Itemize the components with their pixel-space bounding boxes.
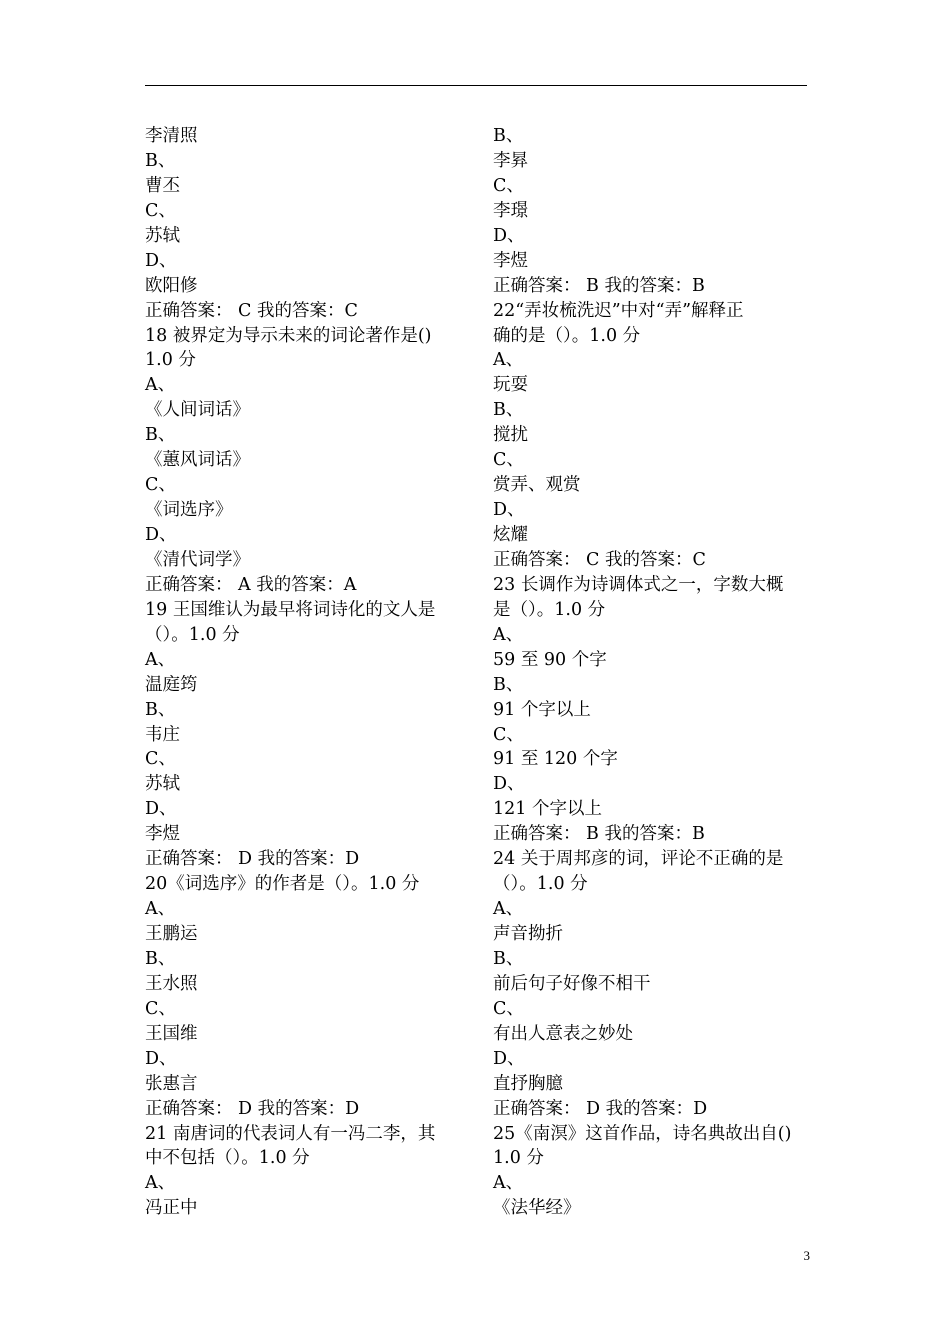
- text-line: D、: [145, 1048, 177, 1069]
- text-line: 《人间词话》: [145, 400, 250, 421]
- text-line: D、: [145, 799, 177, 820]
- text-line: C、: [493, 450, 524, 471]
- text-line: A、: [145, 1173, 176, 1194]
- text-line: C、: [493, 998, 524, 1019]
- text-line: B、: [493, 674, 524, 695]
- text-line: 23 长调作为诗调体式之一，字数大概: [493, 574, 784, 595]
- text-line: 1.0 分: [493, 1148, 544, 1169]
- text-line: 24 关于周邦彦的词，评论不正确的是: [493, 849, 784, 870]
- text-line: C、: [493, 724, 524, 745]
- text-line: B、: [145, 699, 176, 720]
- text-line: 赏弄、观赏: [493, 475, 581, 496]
- text-line: 正确答案： D 我的答案：D: [145, 849, 360, 870]
- text-line: 59 至 90 个字: [493, 649, 607, 670]
- left-column: [145, 124, 465, 1221]
- text-line: 张惠言: [145, 1073, 198, 1094]
- text-line: 正确答案： C 我的答案：C: [145, 300, 358, 321]
- text-line: 炫耀: [493, 525, 528, 545]
- text-line: 正确答案： D 我的答案：D: [145, 1098, 360, 1119]
- text-line: 20《词选序》的作者是（）。1.0 分: [145, 874, 420, 895]
- text-line: 温庭筠: [145, 674, 198, 695]
- text-line: A、: [145, 375, 176, 396]
- text-line: B、: [145, 150, 176, 171]
- text-line: B、: [493, 400, 524, 421]
- text-line: 22“弄妆梳洗迟”中对“弄”解释正: [493, 300, 744, 321]
- text-line: 《词选序》: [145, 500, 233, 521]
- text-line: 121 个字以上: [493, 799, 602, 820]
- text-line: 李煜: [493, 250, 528, 271]
- text-line: D、: [145, 525, 177, 545]
- text-line: （）。1.0 分: [493, 874, 588, 895]
- text-line: 正确答案： A 我的答案：A: [145, 574, 357, 595]
- text-line: C、: [145, 749, 176, 770]
- text-line: 韦庄: [145, 724, 180, 745]
- text-line: B、: [493, 126, 524, 146]
- text-line: 正确答案： C 我的答案：C: [493, 549, 706, 570]
- text-line: C、: [145, 200, 176, 221]
- text-line: 王国维: [145, 1023, 198, 1044]
- text-line: 91 至 120 个字: [493, 749, 618, 770]
- text-line: 前后句子好像不相干: [493, 973, 651, 994]
- text-line: 21 南唐词的代表词人有一冯二李，其: [145, 1123, 436, 1144]
- text-line: A、: [493, 1173, 524, 1194]
- text-line: 18 被界定为导示未来的词论著作是(): [145, 325, 432, 346]
- text-line: 中不包括（）。1.0 分: [145, 1148, 310, 1169]
- text-line: C、: [145, 475, 176, 496]
- text-line: 冯正中: [145, 1198, 198, 1219]
- header-rule: [145, 85, 807, 86]
- text-line: C、: [493, 175, 524, 196]
- text-line: B、: [145, 425, 176, 446]
- text-line: 玩耍: [493, 375, 528, 396]
- text-line: D、: [493, 1048, 525, 1069]
- text-line: B、: [145, 948, 176, 969]
- text-line: 《蕙风词话》: [145, 450, 250, 471]
- right-column: [493, 124, 808, 1221]
- text-line: 曹丕: [145, 175, 180, 196]
- text-line: A、: [493, 350, 524, 371]
- text-line: D、: [493, 774, 525, 795]
- text-line: A、: [493, 624, 524, 645]
- text-line: 欧阳修: [145, 275, 198, 296]
- text-line: A、: [493, 899, 524, 920]
- text-line: 王鹏运: [145, 924, 198, 944]
- text-line: 苏轼: [145, 774, 180, 795]
- text-line: 《清代词学》: [145, 549, 250, 570]
- text-line: 搅扰: [493, 425, 528, 446]
- text-line: 声音拗折: [493, 924, 563, 944]
- text-line: 有出人意表之妙处: [493, 1023, 633, 1044]
- text-line: 李煜: [145, 824, 180, 845]
- text-line: A、: [145, 899, 176, 920]
- text-line: C、: [145, 998, 176, 1019]
- text-line: 李璟: [493, 200, 528, 221]
- text-line: 李昪: [493, 150, 528, 171]
- text-line: A、: [145, 649, 176, 670]
- text-line: D、: [493, 225, 525, 246]
- text-line: 是（）。1.0 分: [493, 599, 606, 620]
- text-line: 确的是（）。1.0 分: [493, 325, 641, 346]
- text-line: D、: [145, 250, 177, 271]
- text-line: 正确答案： B 我的答案：B: [493, 275, 705, 296]
- text-line: 1.0 分: [145, 350, 196, 371]
- text-line: 苏轼: [145, 225, 180, 246]
- text-line: 王水照: [145, 973, 198, 994]
- text-line: （）。1.0 分: [145, 624, 240, 645]
- text-line: 直抒胸臆: [493, 1073, 563, 1094]
- text-line: 25《南溟》这首作品，诗名典故出自(): [493, 1123, 792, 1144]
- text-line: 正确答案： B 我的答案：B: [493, 824, 705, 845]
- text-line: D、: [493, 500, 525, 521]
- text-line: B、: [493, 948, 524, 969]
- text-line: 李清照: [145, 126, 198, 146]
- text-line: 正确答案： D 我的答案：D: [493, 1098, 708, 1119]
- text-line: 91 个字以上: [493, 699, 591, 720]
- page-number: 3: [803, 1248, 810, 1263]
- text-line: 《法华经》: [493, 1198, 581, 1219]
- text-line: 19 王国维认为最早将词诗化的文人是: [145, 599, 436, 620]
